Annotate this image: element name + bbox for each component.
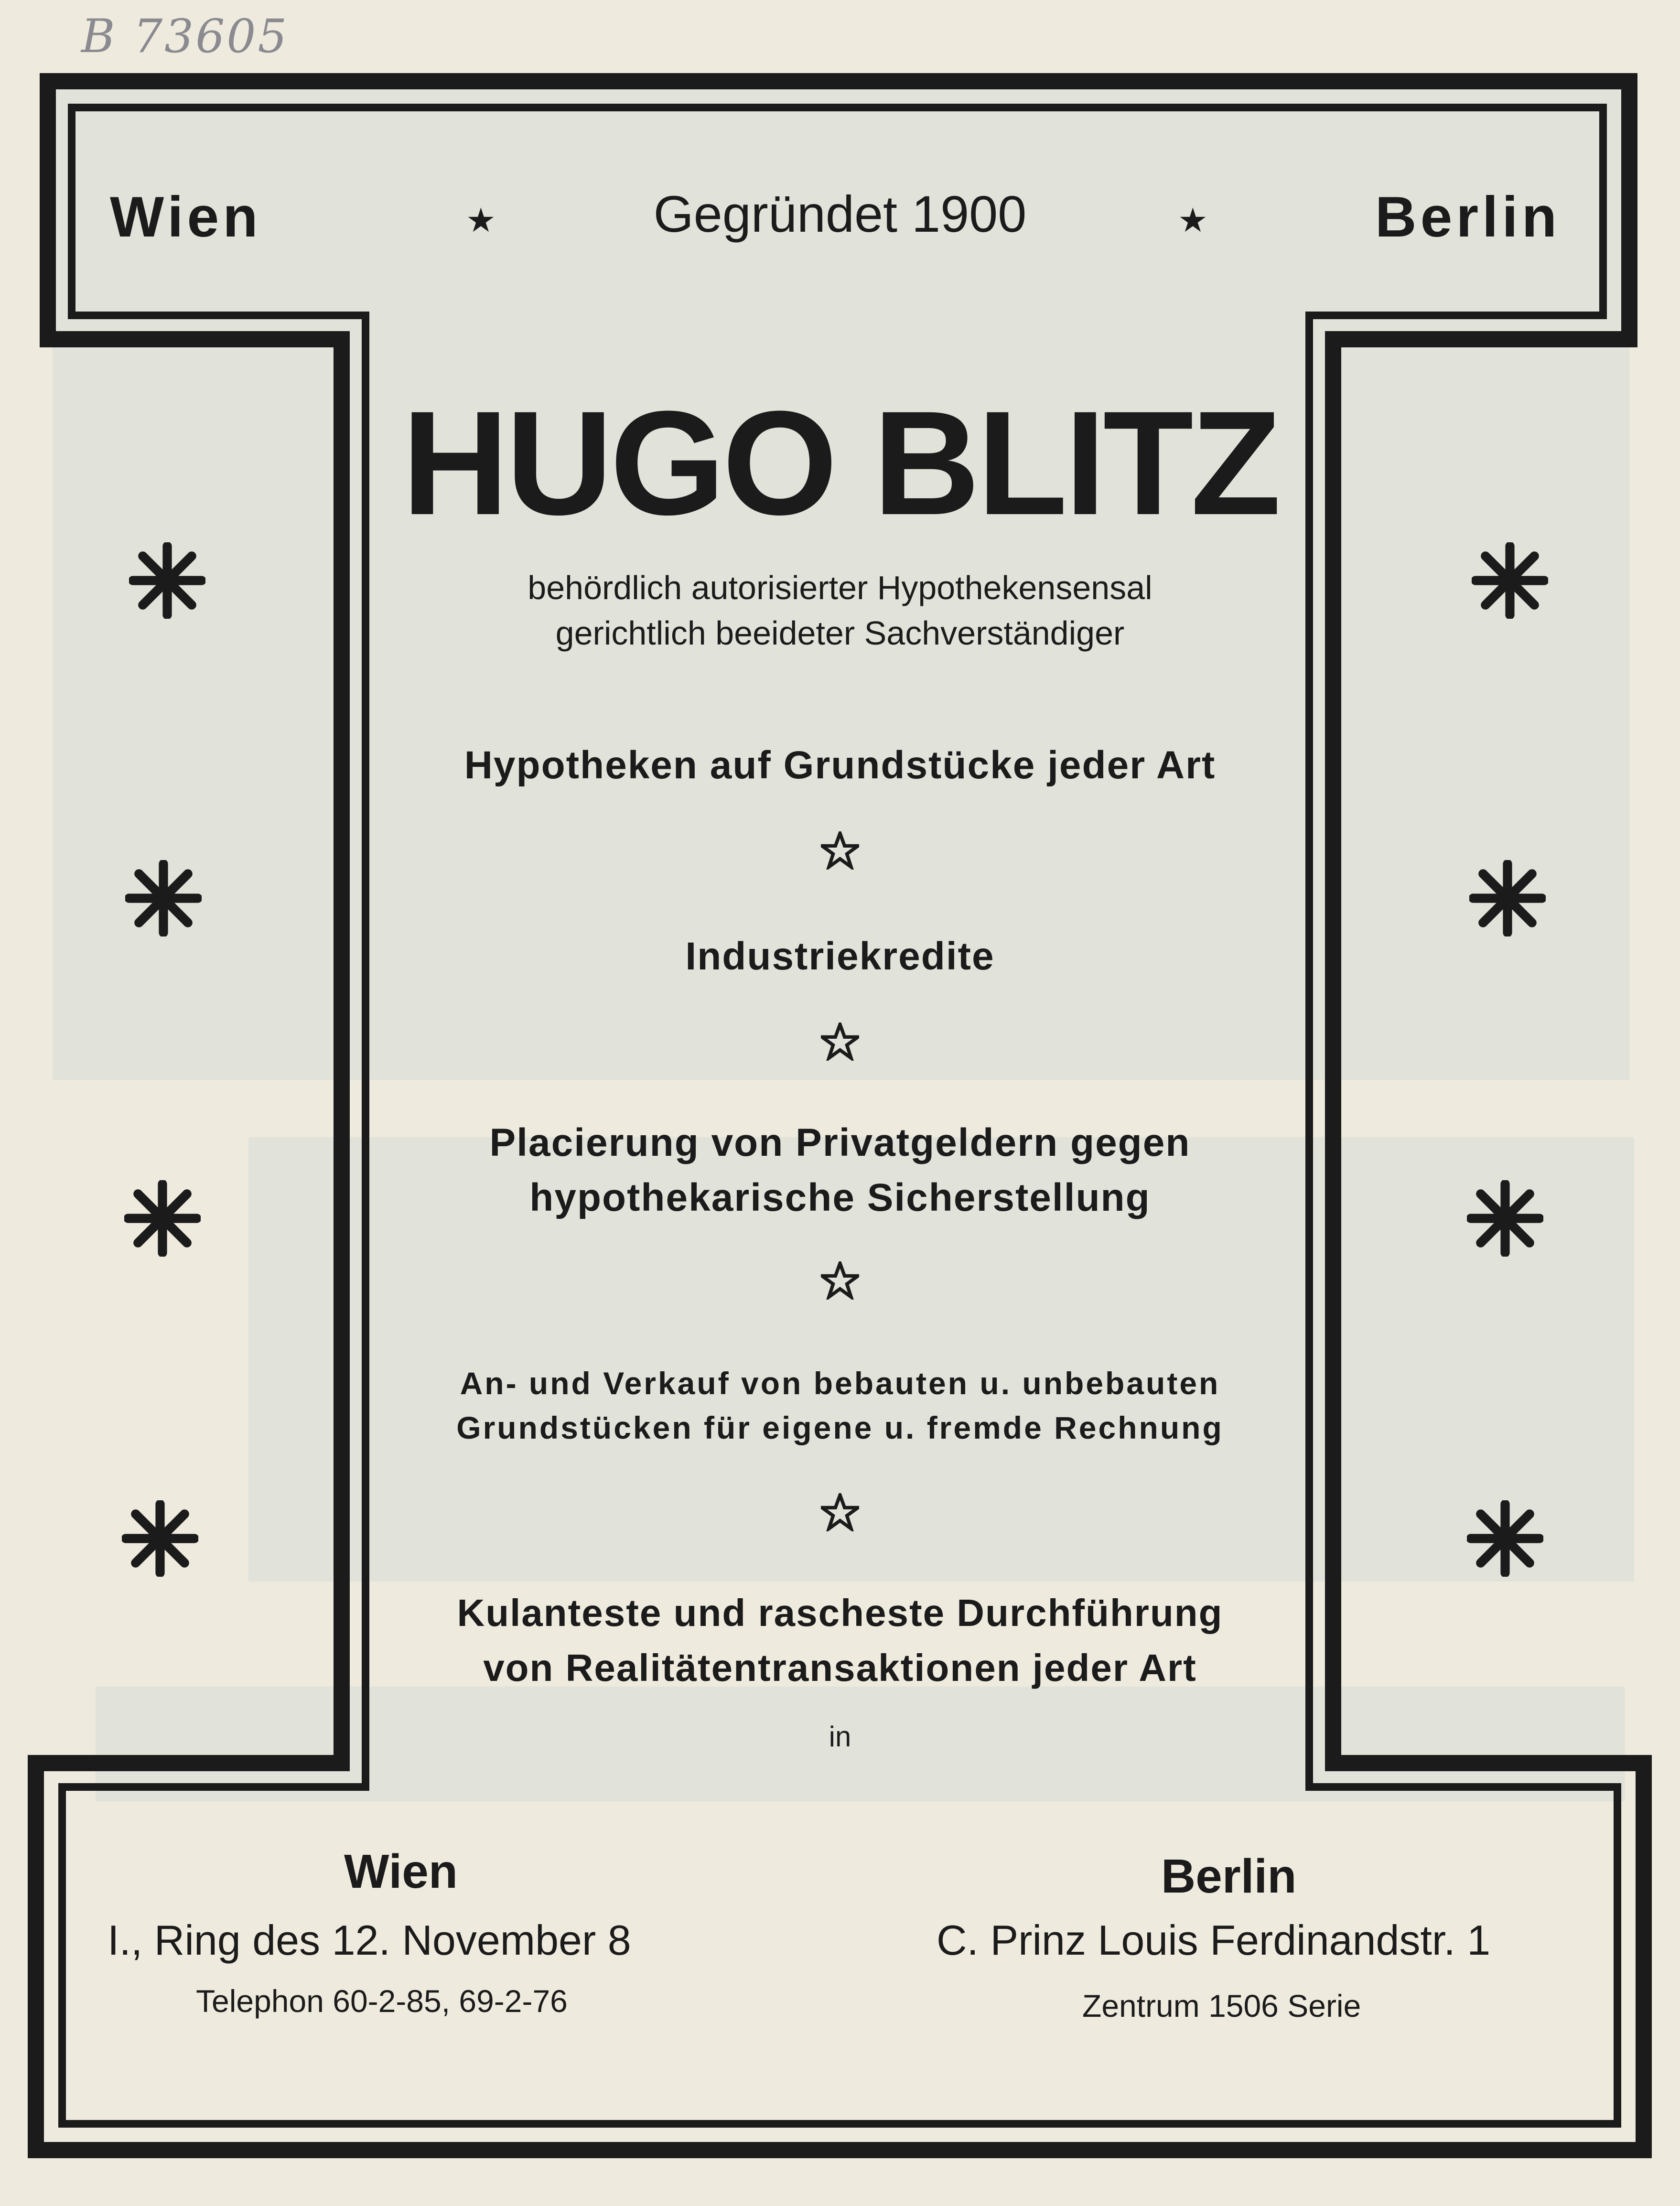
separator-star-icon-3 [821, 1261, 859, 1300]
header-star-icon-right: ★ [1178, 202, 1208, 239]
header-founded: Gegründet 1900 [653, 185, 1027, 243]
service-private-funds-line-2: hypothekarische Sicherstellung [529, 1176, 1151, 1219]
address-wien-phone: Telephon 60-2-85, 69-2-76 [196, 1983, 568, 2019]
service-in: in [829, 1721, 851, 1753]
separator-star-icon-4 [821, 1493, 859, 1531]
side-star-icon-right-4 [1467, 1500, 1543, 1577]
side-star-icon-left-2 [125, 860, 202, 936]
side-star-icon-right-1 [1472, 542, 1548, 619]
service-industrial-credits: Industriekredite [685, 935, 995, 978]
separator-star-icon-2 [821, 1022, 859, 1061]
address-berlin-city: Berlin [1161, 1850, 1297, 1903]
side-star-icon-right-2 [1469, 860, 1546, 936]
side-star-icon-right-3 [1467, 1180, 1543, 1257]
service-transactions-line-2: von Realitätentransaktionen jeder Art [483, 1646, 1197, 1689]
header-city-wien: Wien [110, 185, 262, 249]
address-berlin-street: C. Prinz Louis Ferdinandstr. 1 [937, 1916, 1491, 1964]
header-star-icon-left: ★ [466, 202, 496, 239]
service-transactions-line-1: Kulanteste und rascheste Durchführung [457, 1592, 1223, 1634]
side-star-icon-left-4 [122, 1500, 198, 1577]
address-berlin-phone: Zentrum 1506 Serie [1082, 1988, 1361, 2023]
side-star-icon-left-1 [129, 542, 205, 619]
company-subtitle-1: behördlich autorisierter Hypothekensensal [528, 569, 1152, 606]
address-wien-street: I., Ring des 12. November 8 [108, 1916, 631, 1964]
separator-star-icon-1 [821, 831, 859, 870]
side-star-icon-left-3 [124, 1180, 201, 1257]
company-subtitle-2: gerichtlich beeideter Sachverständiger [555, 614, 1125, 652]
address-wien-city: Wien [344, 1845, 458, 1898]
company-name: HUGO BLITZ [401, 380, 1279, 546]
service-property-trade-line-1: An- und Verkauf von bebauten u. unbebauten [460, 1366, 1220, 1401]
service-private-funds-line-1: Placierung von Privatgeldern gegen [489, 1121, 1191, 1164]
service-mortgages: Hypotheken auf Grundstücke jeder Art [464, 743, 1216, 787]
header-city-berlin: Berlin [1375, 185, 1561, 249]
service-property-trade-line-2: Grundstücken für eigene u. fremde Rechnung [456, 1410, 1224, 1445]
archive-number: B 73605 [81, 10, 289, 63]
